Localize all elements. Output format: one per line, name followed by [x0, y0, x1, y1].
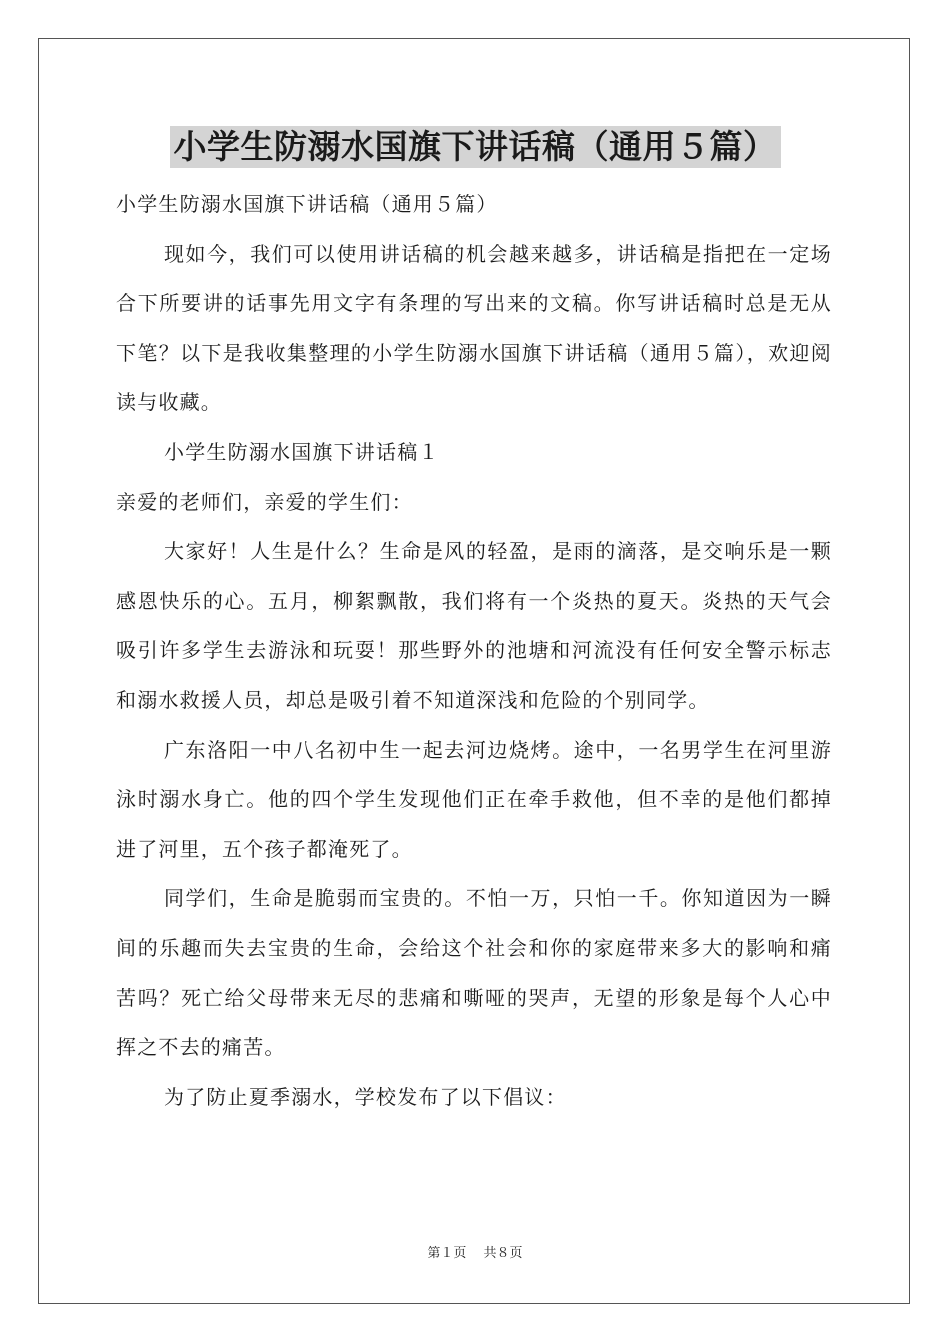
paragraph: 大家好！人生是什么？生命是风的轻盈，是雨的滴落，是交响乐是一颗感恩快乐的心。五月，柳絮飘散，我们将有一个炎热的夏天。炎热的天气会吸引许多学生去游泳和玩耍！那些野外的池塘和河流没有任何安全警示标志和溺水救援人员，却总是吸引着不知道深浅和危险的个别同学。 — [116, 539, 832, 712]
salutation: 亲爱的老师们，亲爱的学生们： — [116, 489, 413, 514]
document-body — [116, 180, 832, 1122]
paragraph: 广东洛阳一中八名初中生一起去河边烧烤。途中，一名男学生在河里游泳时溺水身亡。他的四个学生发现他们正在牵手救他，但不幸的是他们都掉进了河里，五个孩子都淹死了。 — [116, 737, 832, 861]
document-subtitle: 小学生防溺水国旗下讲话稿（通用５篇） — [116, 192, 498, 216]
page-number-footer: 第１页 共８页 — [427, 1246, 523, 1261]
title-container — [0, 126, 950, 168]
paragraph: 同学们，生命是脆弱而宝贵的。不怕一万，只怕一千。你知道因为一瞬间的乐趣而失去宝贵的生命，会给这个社会和你的家庭带来多大的影响和痛苦吗？死亡给父母带来无尽的悲痛和嘶哑的哭声，无望的形象是每个人心中挥之不去的痛苦。 — [116, 886, 832, 1060]
paragraph: 为了防止夏季溺水，学校发布了以下倡议： — [164, 1084, 567, 1109]
document-title: 小学生防溺水国旗下讲话稿（通用５篇） — [170, 126, 781, 168]
paragraph-intro: 现如今，我们可以使用讲话稿的机会越来越多，讲话稿是指把在一定场合下所要讲的话事先用文字有条理的写出来的文稿。你写讲话稿时总是无从下笔？以下是我收集整理的小学生防溺水国旗下讲话稿（通用５篇），欢迎阅读与收藏。 — [116, 241, 832, 415]
section-heading: 小学生防溺水国旗下讲话稿１ — [164, 439, 440, 464]
